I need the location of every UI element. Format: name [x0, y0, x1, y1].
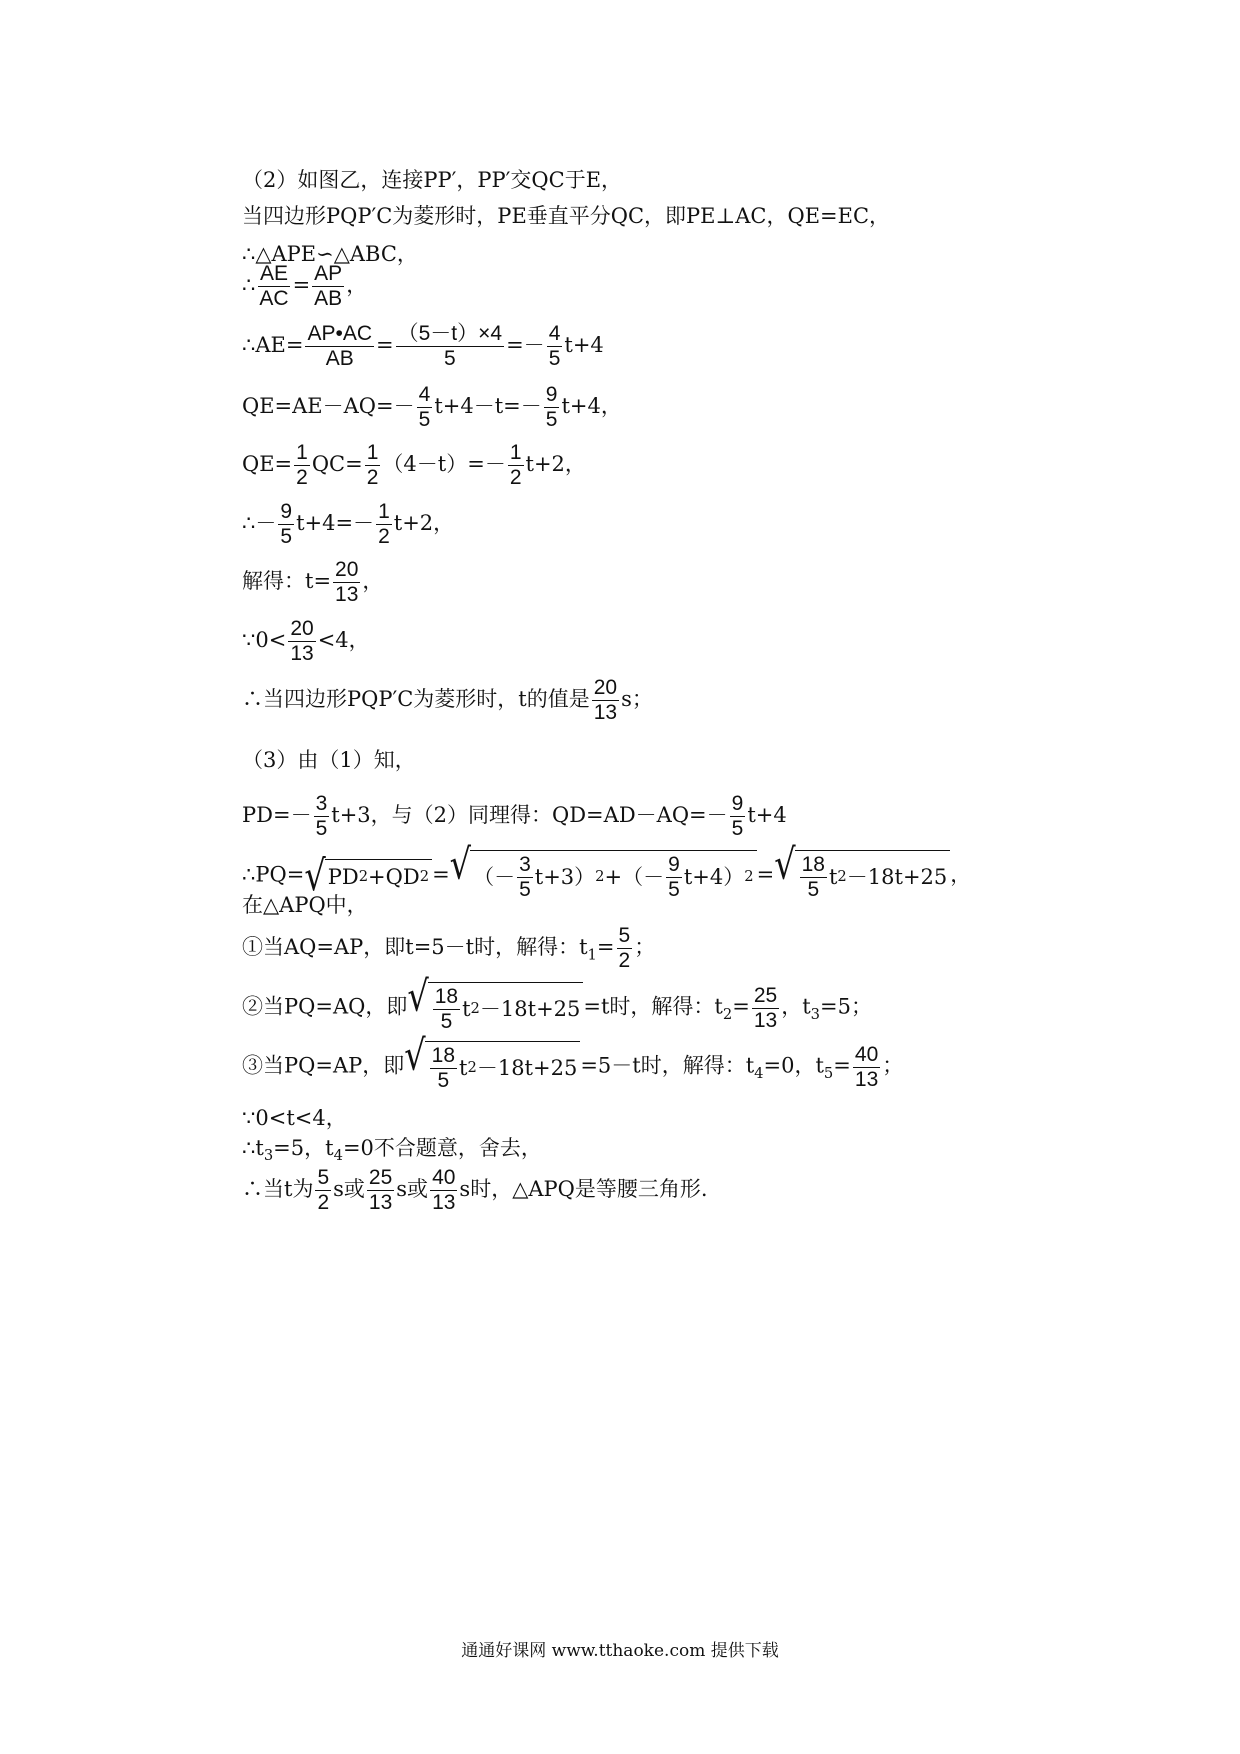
numerator: 5 — [315, 1166, 331, 1191]
denominator: 5 — [437, 1069, 450, 1093]
fraction — [288, 617, 315, 666]
radical-sign: √ — [774, 839, 796, 889]
part2-line8 — [242, 500, 454, 549]
denominator: 13 — [368, 1191, 393, 1215]
text: ∵0< — [242, 628, 287, 653]
text: －18t+25 — [476, 1056, 578, 1081]
square-root — [774, 839, 950, 902]
denominator: 5 — [280, 525, 293, 549]
text: t+4－t=－ — [434, 394, 542, 419]
denominator: 2 — [366, 466, 379, 490]
text: s； — [621, 687, 653, 712]
part3-line9 — [242, 1138, 542, 1164]
numerator: 1 — [376, 500, 392, 525]
fraction — [544, 383, 560, 432]
text: = — [732, 994, 750, 1019]
text: t — [828, 865, 838, 890]
numerator: 40 — [430, 1166, 457, 1191]
numerator: AP — [312, 262, 344, 287]
fraction — [294, 441, 310, 490]
numerator: AP•AC — [305, 322, 374, 347]
text: =t时，解得：t — [583, 994, 723, 1019]
fraction — [666, 853, 682, 902]
fraction — [730, 792, 746, 841]
text: =5－t时，解得：t — [580, 1053, 755, 1078]
denominator: AB — [325, 347, 354, 371]
text: 解得：t= — [242, 569, 332, 594]
radical-sign: √ — [404, 1030, 426, 1080]
fraction — [592, 676, 619, 725]
text: = — [596, 935, 615, 960]
denominator: 2 — [618, 949, 631, 973]
fraction — [617, 924, 633, 973]
fraction — [333, 558, 360, 607]
numerator: 1 — [508, 441, 524, 466]
text: PD — [327, 865, 359, 890]
text: ③当PQ=AP，即 — [242, 1053, 405, 1078]
fraction — [430, 1166, 457, 1215]
fraction — [853, 1043, 880, 1092]
denominator: AC — [259, 287, 289, 311]
fraction — [278, 500, 294, 549]
square-root — [407, 971, 583, 1034]
part2-line4 — [242, 262, 367, 311]
fraction — [367, 1166, 394, 1215]
text: ， — [362, 569, 384, 594]
text: PD=－ — [242, 803, 312, 828]
denominator: 5 — [418, 408, 431, 432]
text: t+4， — [561, 394, 622, 419]
text: +QD — [368, 865, 420, 890]
exponent: 2 — [419, 868, 430, 886]
text: ∴AE= — [242, 333, 304, 358]
text: ∴当四边形PQP′C为菱形时，t的值是 — [242, 687, 590, 712]
numerator: 40 — [853, 1043, 880, 1068]
fraction — [315, 1166, 331, 1215]
numerator: 20 — [333, 558, 360, 583]
text: －18t+25 — [846, 865, 948, 890]
denominator: 5 — [545, 408, 558, 432]
part2-line10 — [242, 617, 370, 666]
radicand — [795, 850, 951, 902]
text: t — [462, 997, 471, 1022]
numerator: 20 — [288, 617, 315, 642]
numerator: 9 — [730, 792, 746, 817]
radicand — [425, 1041, 581, 1093]
denominator: 5 — [315, 817, 328, 841]
numerator: 9 — [278, 500, 294, 525]
denominator: 5 — [444, 347, 456, 371]
text: = — [833, 1053, 851, 1078]
text: QC= — [311, 452, 363, 477]
text: t+2， — [525, 452, 586, 477]
part3-line2 — [242, 792, 787, 841]
numerator: 25 — [367, 1166, 394, 1191]
text: = — [756, 862, 775, 887]
text: s或 — [333, 1177, 365, 1202]
text: ∴ — [242, 273, 256, 298]
text: t+4=－ — [296, 511, 375, 536]
denominator: 2 — [509, 466, 522, 490]
page-footer: 通通好课网 www.tthaoke.com 提供下载 — [461, 1641, 779, 1661]
fraction — [396, 322, 504, 371]
denominator: 2 — [317, 1191, 330, 1215]
part3-line7 — [242, 1030, 904, 1093]
subscript: 2 — [722, 1005, 733, 1023]
subscript: 4 — [754, 1064, 764, 1082]
text: =5； — [820, 994, 872, 1019]
part2-line2: 当四边形PQP′C为菱形时，PE垂直平分QC，即PE⊥AC，QE=EC， — [242, 204, 891, 228]
subscript: 1 — [587, 946, 597, 964]
numerator: 3 — [517, 853, 533, 878]
exponent: 2 — [837, 868, 847, 886]
denominator: AB — [314, 287, 343, 311]
numerator: 9 — [544, 383, 560, 408]
denominator: 13 — [593, 701, 618, 725]
radical-sign: √ — [407, 971, 429, 1021]
denominator: 2 — [378, 525, 390, 549]
denominator: 5 — [519, 878, 531, 902]
fraction — [305, 322, 374, 371]
square-root — [449, 839, 757, 902]
text: ∴t — [242, 1136, 264, 1160]
numerator: 1 — [294, 441, 310, 466]
fraction — [800, 853, 827, 902]
numerator: 25 — [752, 984, 779, 1009]
text: ∴－ — [242, 511, 277, 536]
text: ，t — [781, 994, 811, 1019]
exponent: 2 — [467, 1059, 477, 1077]
text: ②当PQ=AQ，即 — [242, 994, 408, 1019]
part3-line10 — [242, 1166, 708, 1215]
text: ； — [634, 935, 656, 960]
text: QE= — [242, 452, 293, 477]
text: s时，△APQ是等腰三角形. — [459, 1177, 708, 1202]
text: －18t+25 — [479, 997, 581, 1022]
text: =0不合题意，舍去， — [342, 1136, 542, 1160]
text: = — [432, 862, 450, 887]
denominator: 13 — [753, 1008, 778, 1032]
denominator: 2 — [296, 466, 308, 490]
text: t+3，与（2）同理得：QD=AD－AQ=－ — [331, 803, 728, 828]
numerator: （5－t）×4 — [396, 322, 504, 347]
fraction — [433, 985, 460, 1034]
subscript: 3 — [263, 1147, 274, 1165]
text: t+4 — [564, 333, 604, 358]
part3-line8: ∵0<t<4， — [242, 1106, 347, 1130]
numerator: 4 — [547, 322, 563, 347]
text: t — [459, 1056, 468, 1081]
radical-sign: √ — [304, 851, 326, 901]
text: +（－ — [604, 865, 665, 890]
denominator: 5 — [807, 878, 820, 902]
denominator: 13 — [335, 583, 359, 607]
denominator: 5 — [668, 878, 680, 902]
exponent: 2 — [470, 1000, 480, 1018]
text: （4－t）=－ — [382, 452, 506, 477]
text: ； — [882, 1053, 904, 1078]
part2-line1: （2）如图乙，连接PP′，PP′交QC于E， — [242, 168, 623, 192]
text: t+4 — [747, 803, 787, 828]
radicand — [428, 982, 584, 1034]
part2-line9 — [242, 558, 383, 607]
fraction — [376, 500, 392, 549]
text: = — [376, 333, 394, 358]
square-root — [304, 851, 432, 901]
numerator: AE — [258, 262, 290, 287]
fraction — [430, 1044, 457, 1093]
fraction — [752, 984, 779, 1033]
text: ∴PQ= — [242, 862, 305, 887]
numerator: 18 — [433, 985, 460, 1010]
numerator: 18 — [800, 853, 827, 878]
fraction — [365, 441, 381, 490]
numerator: 20 — [592, 676, 619, 701]
part2-line7 — [242, 441, 586, 490]
denominator: 13 — [854, 1067, 879, 1091]
fraction — [312, 262, 344, 311]
part2-line5 — [242, 322, 604, 371]
text: =5，t — [273, 1136, 334, 1160]
text: =0，t — [763, 1053, 824, 1078]
text: s或 — [396, 1177, 429, 1202]
radical-sign: √ — [449, 839, 472, 889]
radicand — [470, 850, 757, 902]
square-root — [404, 1030, 580, 1093]
numerator: 5 — [617, 924, 633, 949]
radicand — [325, 859, 432, 893]
subscript: 5 — [823, 1064, 834, 1082]
part2-line3: ∴△APE∽△ABC， — [242, 242, 418, 266]
numerator: 9 — [666, 853, 682, 878]
text: QE=AE－AQ=－ — [242, 394, 415, 419]
text: <4， — [317, 628, 370, 653]
numerator: 3 — [314, 792, 330, 817]
fraction — [417, 383, 433, 432]
numerator: 1 — [365, 441, 381, 466]
exponent: 2 — [595, 868, 605, 886]
text: t+3） — [534, 865, 596, 890]
denominator: 13 — [432, 1191, 456, 1215]
fraction — [517, 853, 533, 902]
text: ①当AQ=AP，即t=5－t时，解得：t — [242, 935, 588, 960]
exponent: 2 — [744, 868, 754, 886]
fraction — [508, 441, 524, 490]
exponent: 2 — [358, 868, 369, 886]
text: ， — [346, 273, 368, 298]
part3-line1: （3）由（1）知， — [242, 748, 416, 772]
text: t+4） — [683, 865, 745, 890]
text: =－ — [506, 333, 545, 358]
denominator: 5 — [548, 347, 561, 371]
part3-line5 — [242, 924, 655, 973]
part3-line6 — [242, 971, 872, 1034]
fraction — [314, 792, 330, 841]
text: = — [292, 273, 311, 298]
numerator: 18 — [430, 1044, 457, 1069]
part2-line6 — [242, 383, 622, 432]
part2-line11 — [242, 676, 653, 725]
fraction — [257, 262, 290, 311]
part3-line4: 在△APQ中， — [242, 893, 368, 917]
text: t+2， — [393, 511, 455, 536]
numerator: 4 — [417, 383, 433, 408]
text: ， — [950, 862, 972, 887]
denominator: 5 — [731, 817, 744, 841]
denominator: 5 — [440, 1010, 453, 1034]
text: （－ — [473, 865, 516, 890]
denominator: 13 — [290, 642, 314, 666]
fraction — [547, 322, 563, 371]
subscript: 4 — [333, 1147, 343, 1165]
text: ∴当t为 — [242, 1177, 314, 1202]
subscript: 3 — [810, 1005, 821, 1023]
